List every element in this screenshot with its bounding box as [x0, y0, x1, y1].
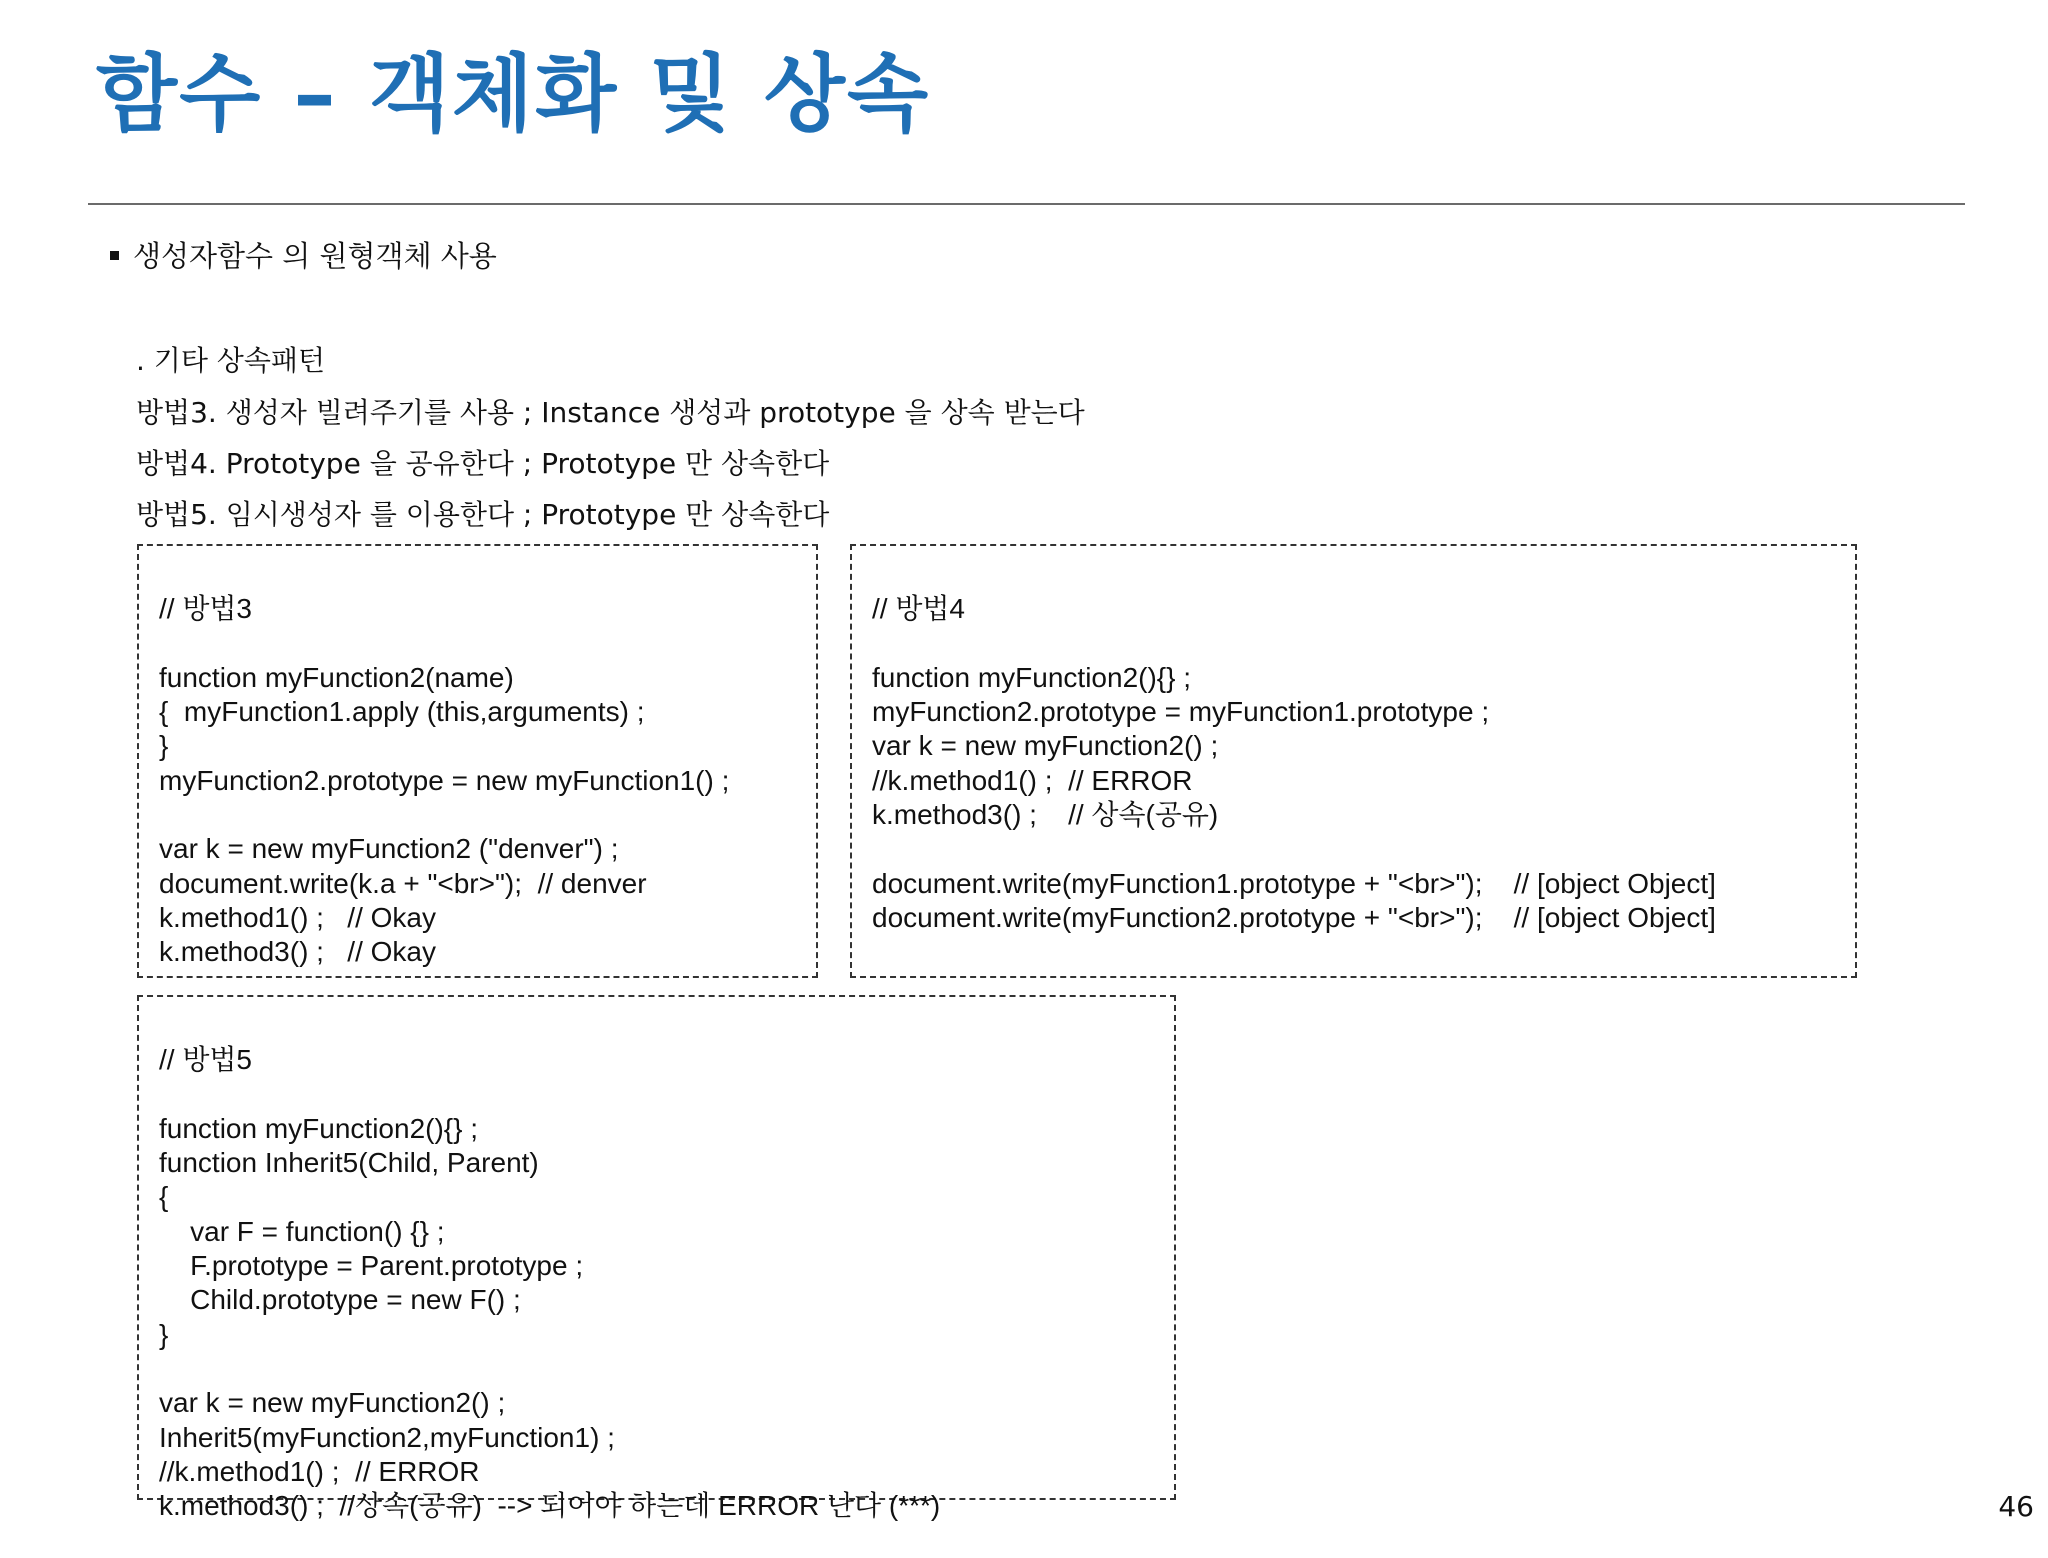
code-line: var k = new myFunction2 ("denver") ; — [159, 833, 619, 865]
code-line: k.method3() ; //상속(공유) --> 되어야 하는데 ERROR 난다 (***) — [159, 1490, 941, 1522]
code-line: k.method1() ; // Okay — [159, 901, 436, 933]
section-heading-text: 생성자함수 의 원형객체 사용 — [133, 239, 497, 273]
code-line: { — [159, 1181, 169, 1213]
code-line: // 방법4 — [872, 593, 966, 625]
code-line: } — [159, 730, 169, 762]
code-line: document.write(myFunction2.prototype + "<br>"); // [object Object] — [872, 901, 1716, 933]
code-line: Child.prototype = new F() ; — [159, 1284, 521, 1316]
code-line: myFunction2.prototype = myFunction1.prototype ; — [872, 696, 1490, 728]
bullet-square-icon — [110, 251, 119, 260]
code-line — [159, 1078, 1156, 1112]
section-heading — [110, 238, 497, 274]
code-box-method3 — [137, 544, 818, 978]
code-line: var F = function() {} ; — [159, 1215, 445, 1247]
code-line: function Inherit5(Child, Parent) — [159, 1147, 539, 1179]
code-line: k.method3() ; // 상속(공유) — [872, 799, 1219, 831]
code-line: //k.method1() ; // ERROR — [872, 764, 1193, 796]
code-line: // 방법3 — [159, 593, 253, 625]
code-line: document.write(k.a + "<br>"); // denver — [159, 867, 647, 899]
code-line: { myFunction1.apply (this,arguments) ; — [159, 696, 645, 728]
code-line: Inherit5(myFunction2,myFunction1) ; — [159, 1421, 615, 1453]
title-divider — [88, 203, 1965, 205]
code-line: //k.method1() ; // ERROR — [159, 1455, 480, 1487]
code-line: F.prototype = Parent.prototype ; — [159, 1250, 584, 1282]
page-title: 함수 – 객체화 및 상속 — [96, 45, 931, 143]
code-line: var k = new myFunction2() ; — [159, 1387, 506, 1419]
intro-line-other-patterns: . 기타 상속패턴 — [136, 344, 325, 377]
code-line: } — [159, 1318, 169, 1350]
code-line — [159, 798, 798, 832]
code-line — [872, 627, 1837, 661]
code-line: myFunction2.prototype = new myFunction1() ; — [159, 764, 730, 796]
code-line — [872, 832, 1837, 866]
code-line: function myFunction2(){} ; — [872, 661, 1192, 693]
intro-line-method5: 방법5. 임시생성자 를 이용한다 ; Prototype 만 상속한다 — [136, 498, 830, 531]
code-box-method4 — [850, 544, 1857, 978]
intro-line-method4: 방법4. Prototype 을 공유한다 ; Prototype 만 상속한다 — [136, 447, 830, 480]
code-line — [159, 1352, 1156, 1386]
intro-line-method3: 방법3. 생성자 빌려주기를 사용 ; Instance 생성과 prototype 을 상속 받는다 — [136, 396, 1085, 429]
code-line — [159, 627, 798, 661]
code-line: // 방법5 — [159, 1044, 253, 1076]
code-line: function myFunction2(name) — [159, 661, 514, 693]
code-line: document.write(myFunction1.prototype + "<br>"); // [object Object] — [872, 867, 1716, 899]
code-line: var k = new myFunction2() ; — [872, 730, 1219, 762]
page-number: 46 — [1998, 1490, 2034, 1523]
code-line: function myFunction2(){} ; — [159, 1112, 479, 1144]
code-line: k.method3() ; // Okay — [159, 936, 436, 968]
code-box-method5 — [137, 995, 1176, 1522]
